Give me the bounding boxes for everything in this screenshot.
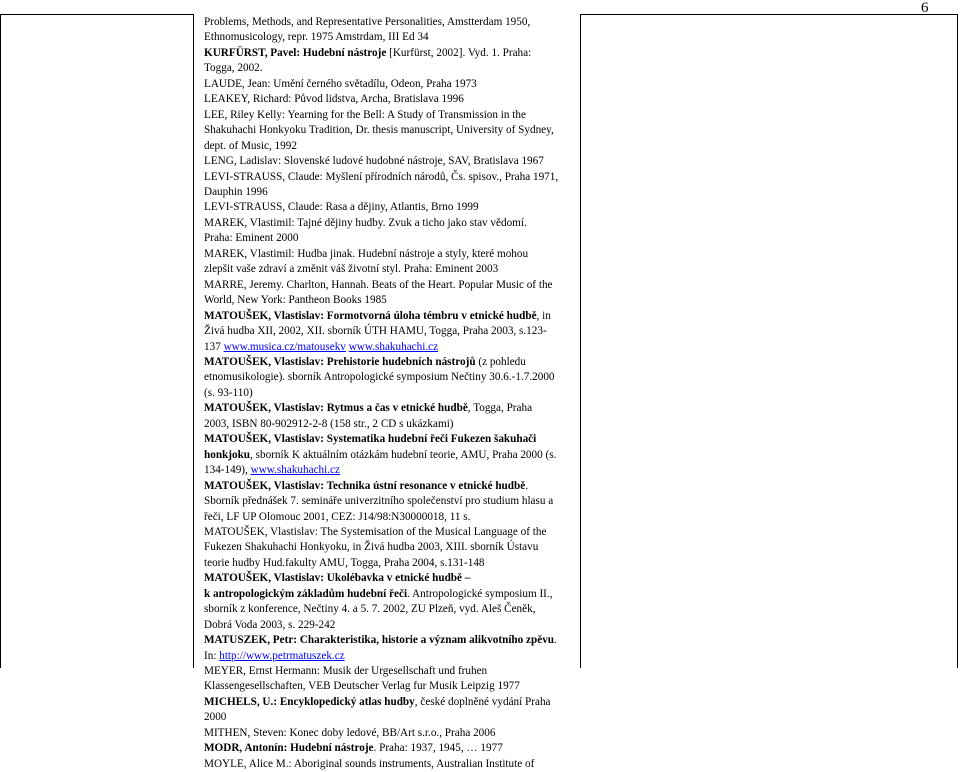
bibliography-line [204, 139, 570, 154]
line-text: Fukezen Shakuhachi Honkyoku, in Živá hudba 2003, XIII. sborník Ústavu [204, 541, 539, 554]
line-text: (z pohledu [475, 355, 526, 368]
bibliography-line [204, 587, 570, 602]
line-text: LEAKEY, Richard: Původ lidstva, Archa, Bratislava 1996 [204, 93, 464, 106]
bibliography-column [204, 15, 570, 772]
line-text: LAUDE, Jean: Umění černého světadílu, Odeon, Praha 1973 [204, 77, 477, 90]
line-text: , české doplněné vydání Praha [414, 695, 551, 708]
bibliography-line [204, 679, 570, 694]
bibliography-line [204, 633, 570, 648]
line-text: Problems, Methods, and Representative Personalities, Amstterdam 1950, [204, 16, 531, 28]
reference-link[interactable]: www.shakuhachi.cz [348, 340, 439, 353]
bibliography-line [204, 463, 570, 478]
line-text: MEYER, Ernst Hermann: Musik der Urgesellschaft und fruhen [204, 665, 488, 678]
bibliography-line [204, 170, 570, 185]
line-text: , Togga, Praha [467, 402, 533, 415]
bibliography-line [204, 401, 570, 416]
bibliography-line [204, 432, 570, 447]
line-text: , in [536, 309, 551, 322]
bold-text: : Systematika hudební řeči Fukezen šakuhači [320, 433, 537, 446]
bibliography-line [204, 525, 570, 540]
bibliography-line [204, 649, 570, 664]
bibliography-line [204, 602, 570, 617]
bold-text: MICHELS, U. [204, 695, 274, 708]
reference-link[interactable]: www.shakuhachi.cz [250, 464, 340, 477]
table-border-left [0, 14, 1, 668]
bibliography-line [204, 664, 570, 679]
bold-text: MATOUŠEK, Vlastislav [204, 572, 321, 585]
line-text: Dobrá Voda 2003, s. 229-242 [204, 618, 336, 631]
line-text: řeči, LF UP Olomouc 2001, CEZ: J14/98:N30000018, 11 s. [204, 510, 471, 523]
line-text: MATOUŠEK, Vlastislav: The Systemisation of the Musical Language of the [204, 525, 547, 538]
bibliography-line [204, 370, 570, 385]
line-text: etnomusikologie). sborník Antropologické symposium Nečtiny 30.6.-1.7.2000 [204, 371, 555, 384]
bibliography-line [204, 571, 570, 586]
bibliography-line [204, 540, 570, 555]
line-text: Klassengesellschaften, VEB Deutscher Verlag fur Musik Leipzig 1977 [204, 680, 520, 693]
bibliography-line [204, 494, 570, 509]
line-text: 2003, ISBN 80-902912-2-8 (158 str., 2 CD s ukázkami) [204, 417, 454, 430]
line-text: LEE, Riley Kelly: Yearning for the Bell: A Study of Transmission in the [204, 108, 526, 121]
line-text: LEVI-STRAUSS, Claude: Myšlení přírodních národů, Čs. spisov., Praha 1971, [204, 170, 559, 183]
bibliography-line [204, 46, 570, 61]
bold-text: MATOUŠEK, Vlastislav [204, 355, 321, 368]
line-text: MAREK, Vlastimil: Hudba jinak. Hudební nástroje a styly, které mohou [204, 247, 529, 260]
line-text: Shakuhachi Honkyoku Tradition, Dr. thesis manuscript, University of Sydney, [204, 124, 554, 137]
bold-text: : Ukolébavka v etnické hudbě – [320, 572, 471, 585]
line-text: Živá hudba XII, 2002, XII. sborník ÚTH HAMU, Togga, Praha 2003, s.123- [204, 325, 547, 338]
bold-text: MATOUŠEK, Vlastislav [204, 309, 321, 322]
line-text: Praha: Eminent 2000 [204, 232, 299, 245]
bold-text: : Prehistorie hudebních nástrojů [320, 355, 476, 368]
bibliography-line [204, 448, 570, 463]
bibliography-line [204, 726, 570, 741]
line-text: . Antropologické symposium II., [407, 587, 553, 600]
table-border-inner-left [193, 14, 194, 668]
line-text: World, New York: Pantheon Books 1985 [204, 294, 387, 307]
bibliography-line [204, 247, 570, 262]
bibliography-line [204, 355, 570, 370]
line-text: MAREK, Vlastimil: Tajné dějiny hudby. Zvuk a ticho jako stav vědomí. [204, 216, 527, 229]
line-text: 137 [204, 340, 224, 353]
line-text: Ethnomusicology, repr. 1975 Amstrdam, III Ed 34 [204, 31, 429, 44]
line-text: MOYLE, Alice M. [204, 757, 289, 770]
line-text: , sborník K aktuálním otázkám hudební teorie, AMU, Praha 2000 (s. [250, 448, 557, 461]
line-text: MARRE, Jeremy. Charlton, Hannah. Beats of the Heart. Popular Music of the [204, 278, 553, 291]
bold-text: : Charakteristika, historie a význam alikvotního zpěvu [293, 634, 555, 647]
table-border-top-left [0, 14, 194, 15]
bold-text: k antropologickým základům hudební řeči [204, 587, 408, 600]
line-text: 134-149), [204, 464, 251, 477]
line-text: LEVI-STRAUSS, Claude: Rasa a dějiny, Atlantis, Brno 1999 [204, 201, 479, 214]
bibliography-line [204, 77, 570, 92]
bibliography-line [204, 15, 570, 30]
line-text: dept. of Music, 1992 [204, 139, 297, 152]
bibliography-line [204, 216, 570, 231]
line-text: . Praha: 1937, 1945, … 1977 [373, 742, 503, 755]
line-text: sborník z konference, Nečtiny 4. a 5. 7. 2002, ZU Plzeň, vyd. Aleš Čeněk, [204, 603, 536, 616]
bibliography-line [204, 510, 570, 525]
bibliography-line [204, 479, 570, 494]
bibliography-line [204, 556, 570, 571]
bibliography-line [204, 386, 570, 401]
bibliography-line [204, 695, 570, 710]
bibliography-line [204, 324, 570, 339]
bibliography-line [204, 293, 570, 308]
table-border-top-right [580, 14, 958, 15]
line-text: [Kurfürst, 2002]. Vyd. 1. Praha: [386, 46, 532, 59]
table-border-inner-right [580, 14, 581, 668]
bold-text: : Technika ústní resonance v etnické hudbě [320, 479, 526, 492]
bibliography-line [204, 741, 570, 756]
bold-text: MATUSZEK, Petr [204, 634, 294, 647]
bold-text: : Hudební nástroje [283, 742, 374, 755]
bold-text: MODR, Antonín [204, 742, 284, 755]
line-text: Dauphin 1996 [204, 185, 268, 198]
bibliography-line [204, 417, 570, 432]
bibliography-line [204, 185, 570, 200]
bold-text: MATOUŠEK, Vlastislav [204, 479, 321, 492]
bibliography-line [204, 154, 570, 169]
bibliography-line [204, 757, 570, 772]
bibliography-line [204, 618, 570, 633]
bold-text: KURFÜRST, Pavel: Hudební nástroje [204, 46, 387, 59]
bibliography-line [204, 231, 570, 246]
bold-text: honkjoku [204, 448, 251, 461]
line-text: Togga, 2002. [204, 62, 263, 75]
bibliography-line [204, 262, 570, 277]
table-border-right [957, 14, 958, 668]
line-text: . [554, 634, 557, 647]
reference-link[interactable]: www.musica.cz/matousekv [223, 340, 346, 353]
line-text: (s. 93-110) [204, 386, 253, 399]
bold-text: : Rytmus a čas v etnické hudbě [320, 402, 468, 415]
line-text: . [525, 479, 528, 492]
bibliography-line [204, 200, 570, 215]
bold-text: MATOUŠEK, Vlastislav [204, 402, 321, 415]
bibliography-line [204, 278, 570, 293]
line-text: LENG, Ladislav: Slovenské ludové hudobné nástroje, SAV, Bratislava 1967 [204, 155, 544, 168]
bibliography-line [204, 340, 570, 355]
bibliography-line [204, 92, 570, 107]
bibliography-line [204, 61, 570, 76]
reference-link[interactable]: http://www.petrmatuszek.cz [219, 649, 345, 662]
bibliography-line [204, 108, 570, 123]
bold-text: MATOUŠEK, Vlastislav [204, 433, 321, 446]
bibliography-line [204, 30, 570, 45]
line-text: Sborník přednášek 7. semináře univerzitního společenství pro studium hlasu a [204, 495, 554, 508]
bibliography-line [204, 309, 570, 324]
bold-text: : Formotvorná úloha témbru v etnické hudbě [320, 309, 537, 322]
page-number: 6 [921, 0, 929, 16]
bold-text: : Encyklopedický atlas hudby [273, 695, 415, 708]
line-text: MITHEN, Steven: Konec doby ledové, BB/Art s.r.o., Praha 2006 [204, 726, 496, 739]
line-text: In: [204, 649, 220, 662]
line-text: 2000 [204, 711, 227, 724]
bibliography-line [204, 710, 570, 725]
line-text: zlepšit vaše zdraví a změnit váš životní styl. Praha: Eminent 2003 [204, 263, 499, 276]
line-text: : Aboriginal sounds instruments, Australian Institute of [288, 757, 535, 770]
bibliography-line [204, 123, 570, 138]
line-text: teorie hudby Hud.fakulty AMU, Togga, Praha 2004, s.131-148 [204, 556, 485, 569]
